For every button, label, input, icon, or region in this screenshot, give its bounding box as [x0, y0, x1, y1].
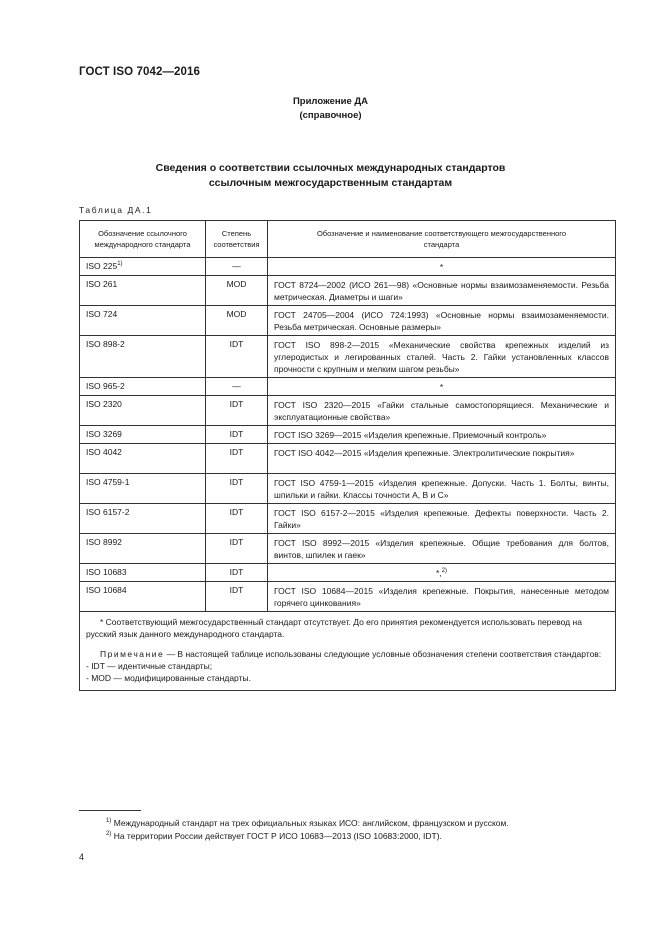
footnote-mark: 1)	[106, 818, 112, 825]
desc-cell: ГОСТ 8724—2002 (ИСО 261—98) «Основные нормы взаимозаменяемости. Резьба метрическая. Диаметры и шаги»	[268, 276, 616, 306]
table-row	[80, 534, 616, 564]
degree-cell: IDT	[206, 504, 268, 534]
note-mod: - MOD — модифицированные стандарты.	[86, 673, 251, 683]
table-row	[80, 378, 616, 396]
header-col3-line2: стандарта	[423, 240, 460, 249]
table-row	[80, 336, 616, 378]
degree-cell: IDT	[206, 336, 268, 378]
table-header-row	[80, 221, 616, 258]
ref-cell: ISO 8992	[80, 534, 206, 564]
section-title-line-2: ссылочным межгосударственным стандартам	[208, 177, 453, 189]
note-text: — В настоящей таблице использованы следующие условные обозначения степени соответствия стандартов:	[164, 649, 602, 659]
appendix-title: Приложение ДА	[292, 96, 369, 107]
note-label: Примечание	[100, 649, 165, 659]
footnote-2	[106, 831, 442, 841]
ref-cell: ISO 4042	[80, 444, 206, 474]
footnote-mark: 2)	[441, 568, 447, 575]
page-number: 4	[79, 852, 85, 862]
ref-cell: ISO 6157-2	[80, 504, 206, 534]
table-row	[80, 504, 616, 534]
ref-cell: ISO 898-2	[80, 336, 206, 378]
ref-cell: ISO 2320	[80, 396, 206, 426]
table-row	[80, 258, 616, 276]
header-degree	[206, 221, 268, 258]
header-col2-line2: соответствия	[213, 240, 260, 249]
ref-text: ISO 225	[86, 261, 118, 271]
degree-cell: MOD	[206, 306, 268, 336]
table-notes	[80, 612, 616, 691]
degree-cell: MOD	[206, 276, 268, 306]
header-col1-line1: Обозначение ссылочного	[98, 229, 187, 238]
ref-cell: ISO 10683	[80, 564, 206, 582]
desc-text: *,	[435, 568, 442, 578]
footnote-1	[106, 818, 509, 828]
section-title-line-1: Сведения о соответствии ссылочных международных стандартов	[155, 162, 506, 174]
table-row	[80, 444, 616, 474]
header-reference-standard	[80, 221, 206, 258]
header-col1-line2: международного стандарта	[94, 240, 191, 249]
table-row	[80, 564, 616, 582]
degree-cell: —	[206, 378, 268, 396]
degree-cell: IDT	[206, 426, 268, 444]
ref-cell: ISO 724	[80, 306, 206, 336]
appendix-subtitle: (справочное)	[299, 110, 362, 121]
desc-cell: ГОСТ ISO 3269—2015 «Изделия крепежные. Приемочный контроль»	[268, 426, 616, 444]
ref-cell: ISO 10684	[80, 582, 206, 612]
desc-cell: ГОСТ ISO 2320—2015 «Гайки стальные самостопорящиеся. Механические и эксплуатационные свойства»	[268, 396, 616, 426]
correspondence-table	[79, 220, 616, 691]
table-caption: Таблица ДА.1	[79, 205, 153, 215]
degree-cell: IDT	[206, 474, 268, 504]
header-col3-line1: Обозначение и наименование соответствующего межгосударственного	[316, 229, 567, 238]
degree-cell: IDT	[206, 444, 268, 474]
note-paragraph	[86, 648, 609, 660]
desc-cell: ГОСТ ISO 4042—2015 «Изделия крепежные. Электролитические покрытия»	[268, 444, 616, 474]
desc-cell: ГОСТ 24705—2004 (ИСО 724:1993) «Основные нормы взаимозаменяемости. Резьба метрическая. Основные размеры»	[268, 306, 616, 336]
standard-designation: ГОСТ ISO 7042—2016	[79, 66, 201, 78]
header-col2-line1: Степень	[221, 229, 252, 238]
table-notes-row	[80, 612, 616, 691]
desc-cell: ГОСТ ISO 898-2—2015 «Механические свойства крепежных изделий из углеродистых и легированных сталей. Часть 2. Гайки установленных классов прочности с крупным и мелким шагом резьбы»	[268, 336, 616, 378]
table-row	[80, 426, 616, 444]
footnote-mark: 1)	[117, 261, 123, 268]
desc-cell	[268, 564, 616, 582]
table-row	[80, 474, 616, 504]
desc-cell: ГОСТ ISO 4759-1—2015 «Изделия крепежные. Допуски. Часть 1. Болты, винты, шпильки и гайки. Классы точности А, В и С»	[268, 474, 616, 504]
ref-cell: ISO 261	[80, 276, 206, 306]
table-row	[80, 582, 616, 612]
desc-cell: *	[268, 378, 616, 396]
desc-cell: ГОСТ ISO 6157-2—2015 «Изделия крепежные. Дефекты поверхности. Часть 2. Гайки»	[268, 504, 616, 534]
footnote-mark: 2)	[106, 831, 112, 838]
ref-cell: ISO 965-2	[80, 378, 206, 396]
desc-cell: ГОСТ ISO 10684—2015 «Изделия крепежные. Покрытия, нанесенные методом горячего цинкования»	[268, 582, 616, 612]
footnote-separator	[79, 810, 141, 811]
ref-cell: ISO 4759-1	[80, 474, 206, 504]
ref-cell: ISO 3269	[80, 426, 206, 444]
note-idt: - IDT — идентичные стандарты;	[86, 661, 213, 671]
header-interstate-standard	[268, 221, 616, 258]
degree-cell: —	[206, 258, 268, 276]
degree-cell: IDT	[206, 582, 268, 612]
desc-cell: ГОСТ ISO 8992—2015 «Изделия крепежные. Общие требования для болтов, винтов, шпилек и гаек»	[268, 534, 616, 564]
footnote-text: На территории России действует ГОСТ Р ИСО 10683—2013 (ISO 10683:2000, IDT).	[111, 831, 442, 841]
degree-cell: IDT	[206, 396, 268, 426]
table-row	[80, 276, 616, 306]
section-title	[0, 161, 661, 191]
footnote-text: Международный стандарт на трех официальных языках ИСО: английском, французском и русском.	[111, 818, 509, 828]
degree-cell: IDT	[206, 534, 268, 564]
ref-cell	[80, 258, 206, 276]
table-row	[80, 306, 616, 336]
desc-cell: *	[268, 258, 616, 276]
star-footnote: * Соответствующий межгосударственный стандарт отсутствует. До его принятия рекомендуется использовать перевод на русский язык данного международного стандарта.	[86, 617, 582, 639]
degree-cell: IDT	[206, 564, 268, 582]
table-row	[80, 396, 616, 426]
